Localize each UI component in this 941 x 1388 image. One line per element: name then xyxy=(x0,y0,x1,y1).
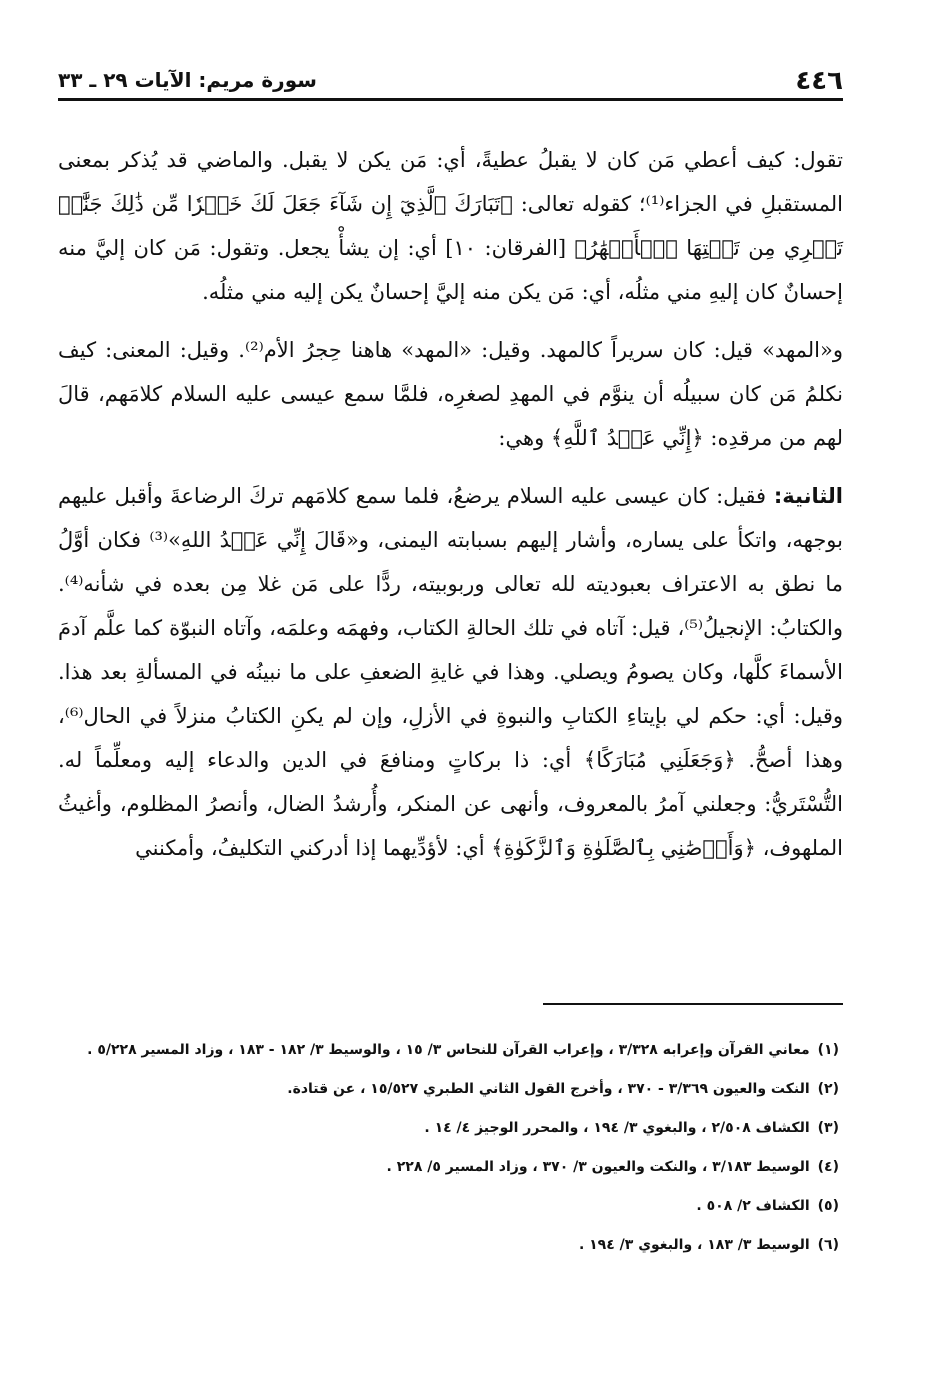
footnote-number: (٣) xyxy=(817,1120,839,1136)
footnote-item xyxy=(62,1153,839,1181)
footnote-text: الوسيط ٣/ ١٨٣ ، والبغوي ٣/ ١٩٤ . xyxy=(578,1237,810,1253)
footnote-item xyxy=(62,1231,839,1259)
paragraph-text: و«المهد» قيل: كان سريراً كالمهد. وقيل: «المهد» هاهنا حِجرُ الأم⁽²⁾. وقيل: المعنى: كيف نكلمُ مَن كان سبيلُه أن ينوَّم في المهدِ لصغرِه، فلمَّا سمع عيسى عليه السلام كلامَهم، قالَ لهم من مرقدِه: ﴿إِنِّي عَبۡدُ ٱللَّهِ﴾ وهي: xyxy=(58,338,843,450)
paragraph-text: تقول: كيف أعطي مَن كان لا يقبلُ عطيةً، أي: مَن يكن لا يقبل. والماضي قد يُذكر بمعنى المستقبلِ في الجزاء⁽¹⁾؛ كقوله تعالى: ﴿تَبَارَكَ ٱلَّذِيٓ إِن شَآءَ جَعَلَ لَكَ خَيۡرٗا مِّن ذَٰلِكَ جَنَّٰتٖ تَجۡرِي مِن تَحۡتِهَا ٱلۡأَنۡهَٰرُ﴾ [الفرقان: ١٠] أي: إن يشأْ يجعل. وتقول: مَن كان إليَّ منه إحسانٌ كان إليهِ مني مثلُه، أي: مَن يكن منه إليَّ إحسانٌ يكن إليه مني مثلُه. xyxy=(58,148,844,304)
footnote-number: (٦) xyxy=(817,1237,839,1253)
main-text xyxy=(58,138,843,884)
footnote-text: معاني القرآن وإعرابه ٣/٣٢٨ ، وإعراب القرآن للنحاس ٣/ ١٥ ، والوسيط ٣/ ١٨٢ - ١٨٣ ، وزاد المسير ٥/٢٢٨ . xyxy=(87,1042,810,1058)
footnote-number: (٥) xyxy=(817,1198,839,1214)
footnote-item xyxy=(62,1114,839,1142)
footnote-text: الوسيط ٣/١٨٣ ، والنكت والعيون ٣/ ٣٧٠ ، وزاد المسير ٥/ ٢٢٨ . xyxy=(386,1159,810,1175)
footnotes xyxy=(62,1036,839,1270)
footnote-number: (٤) xyxy=(817,1159,839,1175)
paragraph xyxy=(58,328,843,460)
paragraph-lead: الثانية: xyxy=(766,484,843,508)
footnote-item xyxy=(62,1036,839,1064)
paragraph xyxy=(58,474,843,870)
footnote-number: (٢) xyxy=(817,1081,839,1097)
footnote-text: الكشاف ٢/٥٠٨ ، والبغوي ٣/ ١٩٤ ، والمحرر الوجيز ٤/ ١٤ . xyxy=(424,1120,810,1136)
page-number: ٤٤٦ xyxy=(795,66,843,96)
footnote-text: الكشاف ٢/ ٥٠٨ . xyxy=(696,1198,810,1214)
footnote-item xyxy=(62,1192,839,1220)
footnote-text: النكت والعيون ٣/٣٦٩ - ٣٧٠ ، وأخرج القول الثاني الطبري ١٥/٥٢٧ ، عن قتادة. xyxy=(287,1081,810,1097)
paragraph xyxy=(58,138,843,314)
footnote-item xyxy=(62,1075,839,1103)
running-title: سورة مريم: الآيات ٢٩ ـ ٣٣ xyxy=(58,68,317,92)
footnote-divider xyxy=(543,1003,843,1005)
footnote-number: (١) xyxy=(817,1042,839,1058)
page-header xyxy=(58,56,843,101)
paragraph-text: فقيل: كان عيسى عليه السلام يرضعُ، فلما سمع كلامَهم تركَ الرضاعةَ وأقبل عليهم بوجهه، واتكأ على يساره، وأشار إليهم بسبابته اليمنى، و«قَالَ إِنِّي عَبۡدُ اللهِ»⁽³⁾ فكان أوَّلُ ما نطق به الاعتراف بعبوديته لله تعالى وربوبيته، ردًّا على مَن غلا مِن بعده في شأنه⁽⁴⁾. والكتابُ: الإنجيلُ⁽⁵⁾، قيل: آتاه في تلك الحالةِ الكتاب، وفهمَه وعلمَه، وآتاه النبوّة كما علَّم آدمَ الأسماءَ كلَّها، وكان يصومُ ويصلي. وهذا في غايةِ الضعفِ على ما نبينُه في المسألةِ بعد هذا. وقيل: أي: حكم لي بإيتاءِ الكتابِ والنبوةِ في الأزلِ، وإن لم يكنِ الكتابُ منزلاً في الحال⁽⁶⁾، وهذا أصحُّ. ﴿وَجَعَلَنِي مُبَارَكًا﴾ أي: ذا بركاتٍ ومنافعَ في الدين والدعاء إليه ومعلِّماً له. التُّسْتَريُّ: وجعلني آمرُ بالمعروف، وأنهى عن المنكر، وأُرشدُ الضال، وأنصرُ المظلوم، وأغيثُ الملهوف، ﴿وَأَوۡصَٰنِي بِٱلصَّلَوٰةِ وَٱلزَّكَوٰةِ﴾ أي: لأؤدِّيهما إذا أدركني التكليفُ، وأمكنني xyxy=(58,484,843,860)
